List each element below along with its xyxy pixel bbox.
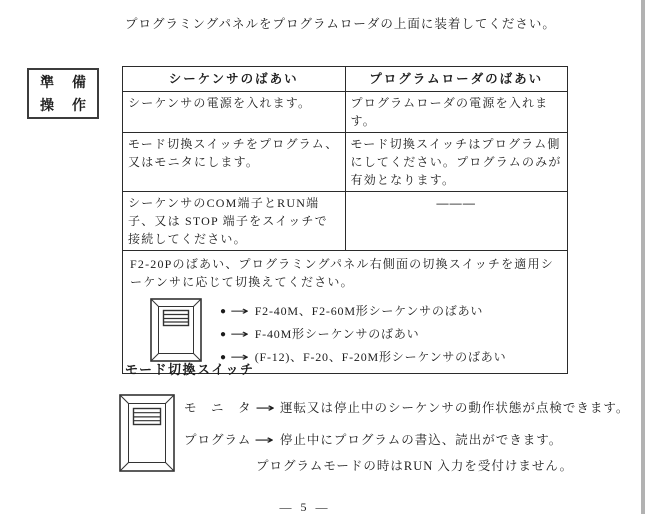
arrow-right-icon: → xyxy=(229,350,251,364)
cell-f220p-note xyxy=(123,251,568,374)
page-number: — 5 — xyxy=(279,500,331,514)
program-mode-note: プログラムモードの時はRUN 入力を受付けません。 xyxy=(256,459,574,473)
arrow-right-icon: → xyxy=(229,327,251,341)
bullet-dot-icon: ● xyxy=(220,352,227,363)
cell-loader-mode: モード切換スイッチはプログラム側にしてください。プログラムのみが有効となります。 xyxy=(345,133,568,192)
dash-placeholder: ——— xyxy=(345,192,568,251)
slide-switch-icon xyxy=(119,394,175,477)
cell-loader-power: プログラムローダの電源を入れます。 xyxy=(345,92,568,133)
table-row-full xyxy=(123,251,568,374)
list-item xyxy=(220,323,506,346)
slide-switch-icon xyxy=(150,298,202,367)
table-row xyxy=(123,192,568,251)
table-header-row xyxy=(123,67,568,92)
prep-label-char: 備 xyxy=(72,76,86,91)
cell-sequencer-power: シーケンサの電源を入れます。 xyxy=(123,92,346,133)
mode-label-monitor: モ ニ タ xyxy=(184,401,252,415)
list-item xyxy=(220,346,506,369)
col-header-loader: プログラムローダのばあい xyxy=(345,67,568,92)
section-heading-mode-switch: モード切換スイッチ xyxy=(125,362,255,377)
mode-monitor-line xyxy=(184,398,629,416)
prep-label-char: 作 xyxy=(72,99,86,114)
switch-position-list xyxy=(220,300,506,369)
cell-sequencer-mode: モード切換スイッチをプログラム、又はモニタにします。 xyxy=(123,133,346,192)
mode-desc-monitor: 運転又は停止中のシーケンサの動作状態が点検できます。 xyxy=(280,401,630,415)
bullet-dot-icon: ● xyxy=(220,306,227,317)
top-instruction: プログラミングパネルをプログラムローダの上面に装着してください。 xyxy=(125,17,556,31)
page-edge-shadow xyxy=(641,0,645,514)
mode-label-program: プログラム xyxy=(184,433,252,447)
prep-label-row xyxy=(40,95,86,115)
table-row xyxy=(123,92,568,133)
prep-operation-box xyxy=(27,68,99,119)
bullet-dot-icon: ● xyxy=(220,329,227,340)
procedure-table xyxy=(122,66,568,374)
arrow-right-icon: → xyxy=(254,432,277,447)
bullet-label: F2-40M、F2-60M形シーケンサのばあい xyxy=(254,304,484,318)
f220p-note-text: F2-20Pのばあい、プログラミングパネル右側面の切換スイッチを適用シーケンサに応じて切換えてください。 xyxy=(130,257,554,289)
prep-label-char: 準 xyxy=(40,76,54,91)
table-row xyxy=(123,133,568,192)
mode-desc-program: 停止中にプログラムの書込、読出ができます。 xyxy=(279,433,563,447)
cell-sequencer-terminals: シーケンサのCOM端子とRUN端子、又は STOP 端子をスイッチで接続してください。 xyxy=(123,192,346,251)
prep-label-char: 操 xyxy=(40,99,54,114)
bullet-label: (F-12)、F-20、F-20M形シーケンサのばあい xyxy=(254,350,507,364)
list-item xyxy=(220,300,506,323)
prep-label-row xyxy=(40,72,86,92)
arrow-right-icon: → xyxy=(229,304,251,318)
col-header-sequencer: シーケンサのばあい xyxy=(123,67,346,92)
bullet-label: F-40M形シーケンサのばあい xyxy=(254,327,420,341)
arrow-right-icon: → xyxy=(254,400,277,415)
mode-program-line xyxy=(184,430,562,448)
